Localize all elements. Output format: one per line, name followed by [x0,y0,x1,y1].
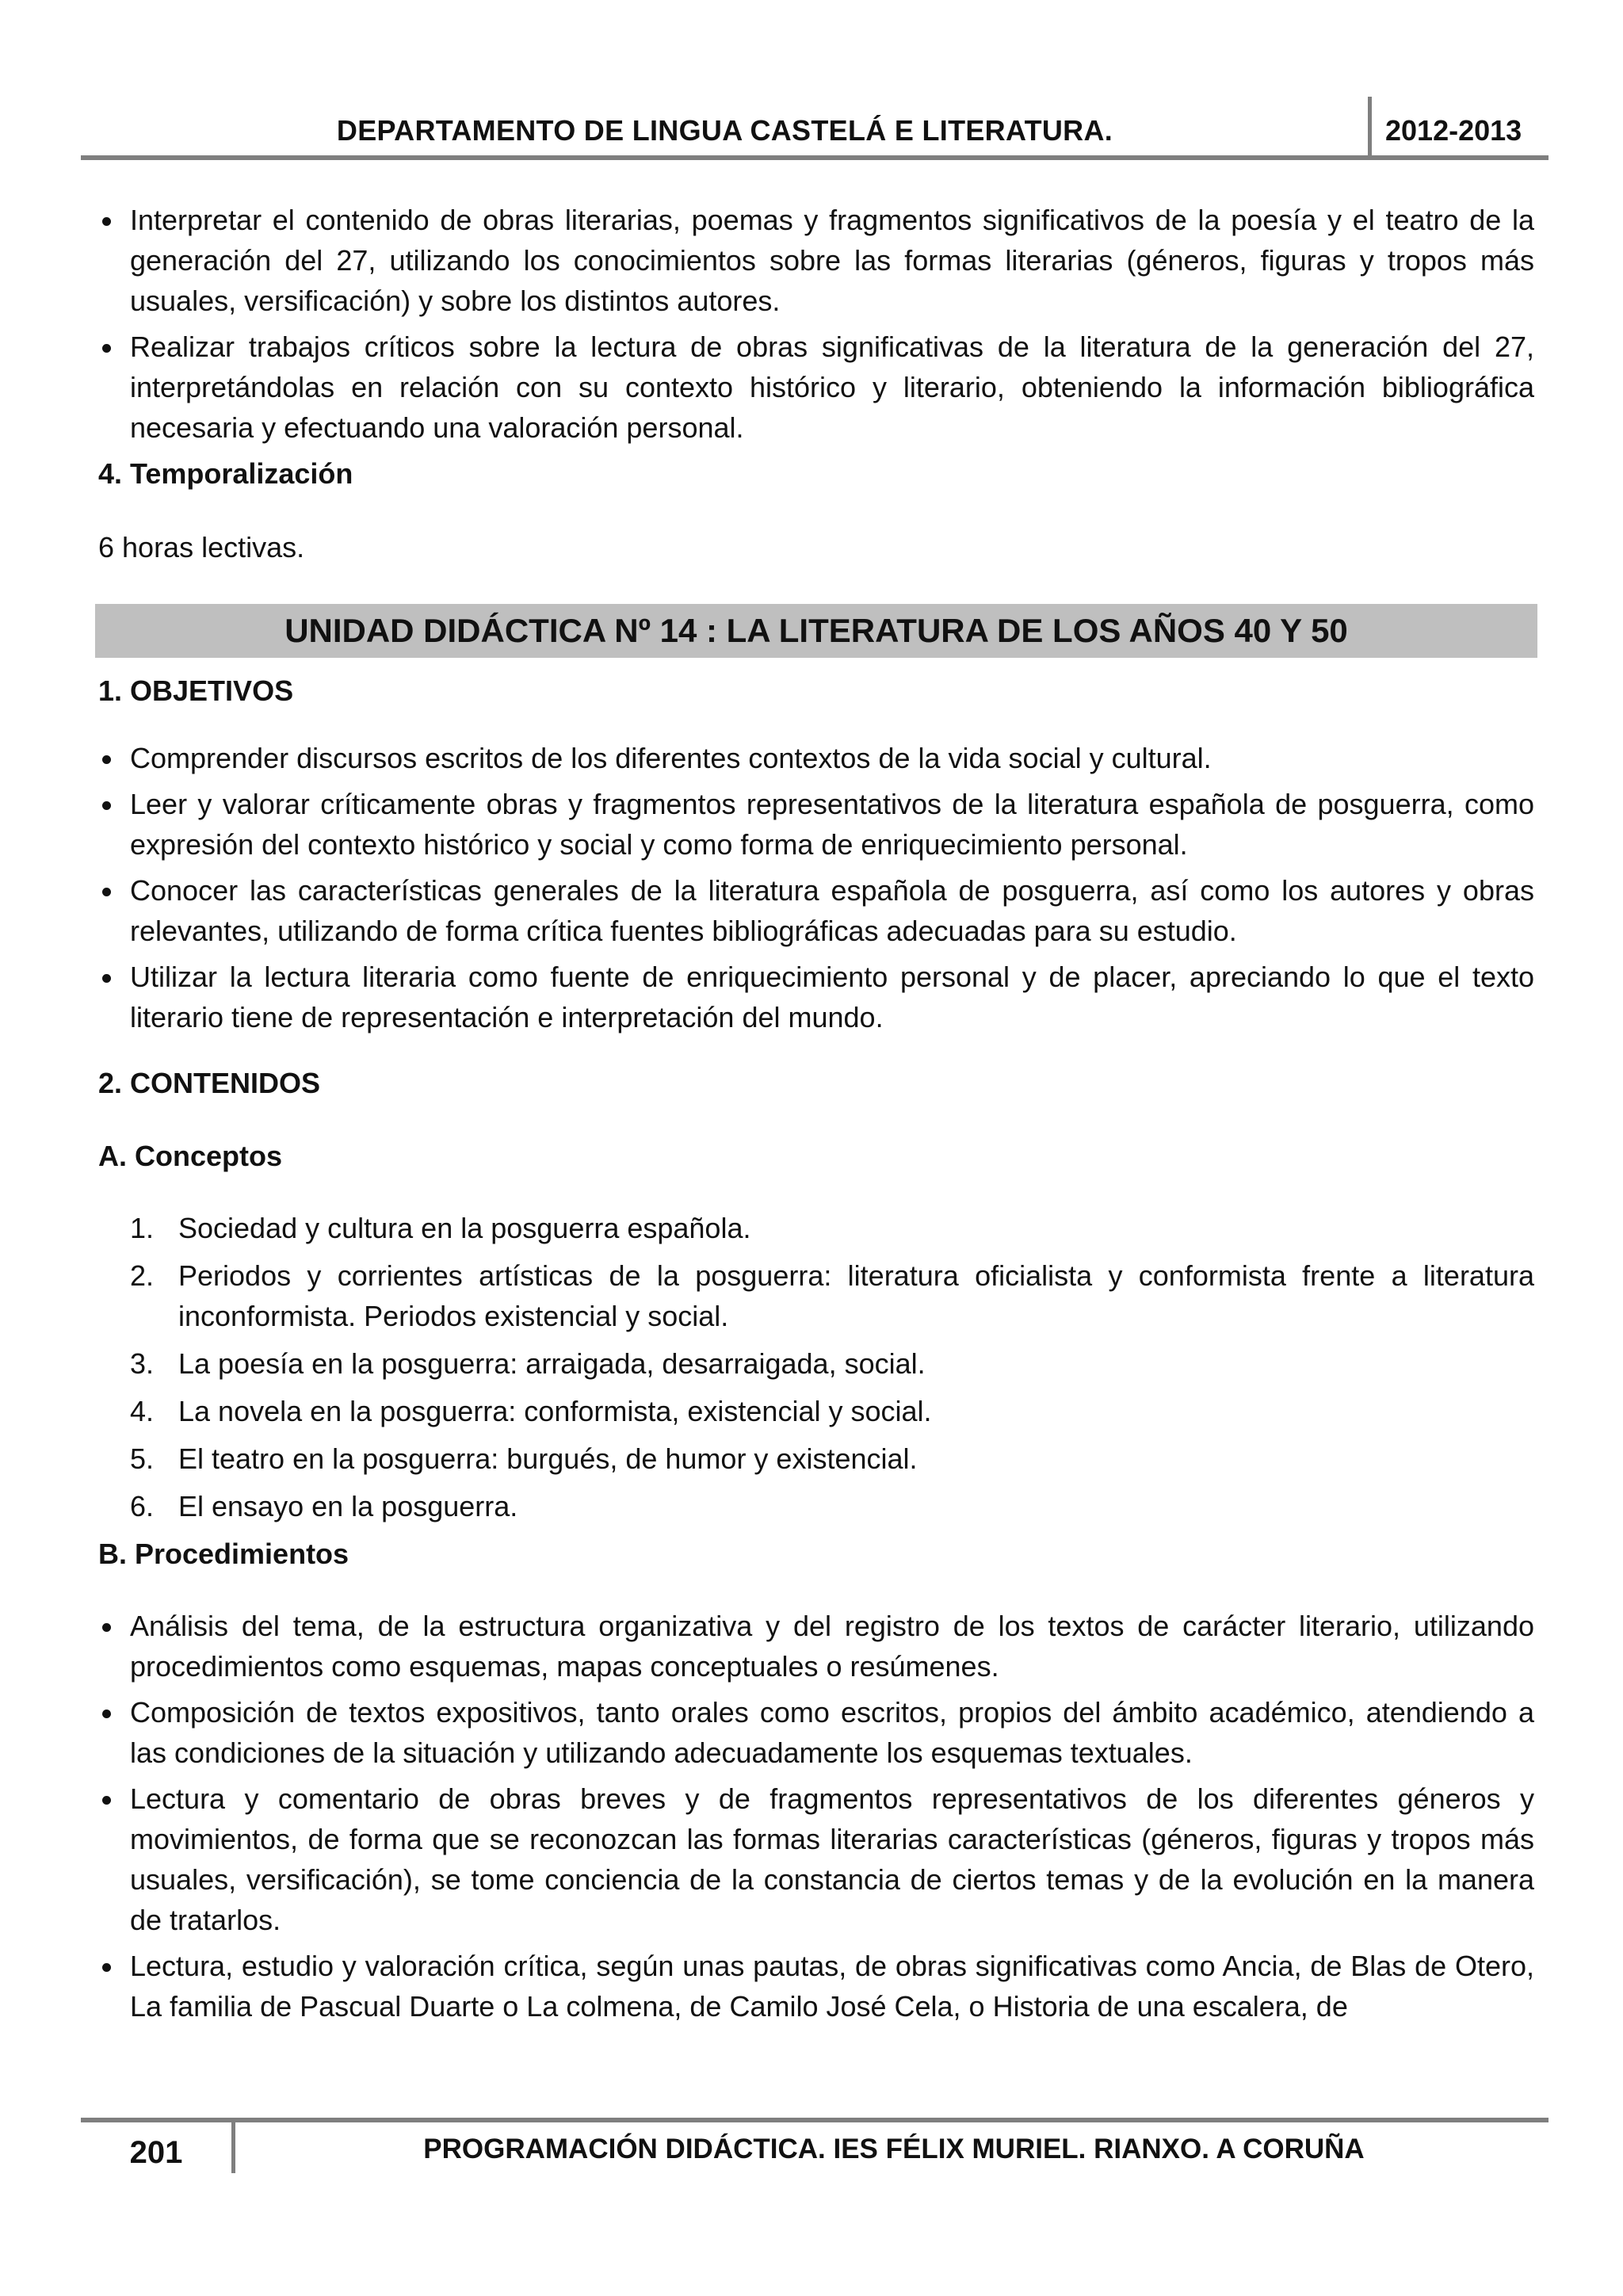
list-number: 1. [130,1212,155,1244]
list-item: Leer y valorar críticamente obras y fragmentos representativos de la literatura española de posguerra, como expresión del contexto histórico y social y como forma de enriquecimiento personal. [98,784,1534,865]
list-text: El teatro en la posguerra: burgués, de humor y existencial. [178,1442,918,1475]
header-rule [81,155,1549,160]
list-number: 3. [130,1347,155,1380]
page-header [81,94,1549,162]
temporalizacion-heading: 4. Temporalización [98,457,353,490]
list-text: Periodos y corrientes artísticas de la posguerra: literatura oficialista y conformista frente a literatura inconformista. Periodos existencial y social. [178,1259,1534,1332]
procedimientos-list [98,1606,1534,2027]
page-content [98,200,1534,2032]
list-item: Composición de textos expositivos, tanto orales como escritos, propios del ámbito académico, atendiendo a las condiciones de la situación y utilizando adecuadamente los esquemas textuales. [98,1692,1534,1773]
procedimientos-heading: B. Procedimientos [98,1538,349,1570]
list-text: La novela en la posguerra: conformista, existencial y social. [178,1395,932,1427]
objetivos-heading: 1. OBJETIVOS [98,674,294,707]
list-text: Sociedad y cultura en la posguerra española. [178,1212,751,1244]
page-footer [81,2118,1549,2181]
intro-bullet-list [98,200,1534,448]
header-year: 2012-2013 [1385,114,1522,147]
unit-title-band [95,604,1537,658]
list-item: Lectura, estudio y valoración crítica, según unas pautas, de obras significativas como Ancia, de Blas de Otero, La familia de Pascual Duarte o La colmena, de Camilo José Cela, o Historia de una escalera, de [98,1946,1534,2027]
contenidos-heading: 2. CONTENIDOS [98,1067,321,1099]
footer-divider [231,2119,235,2173]
list-item: Realizar trabajos críticos sobre la lectura de obras significativas de la literatura de la generación del 27, interpretándolas en relación con su contexto histórico y literario, obteniendo la información bibliográfica necesaria y efectuando una valoración personal. [98,327,1534,448]
list-text: El ensayo en la posguerra. [178,1490,518,1522]
header-divider [1368,97,1372,157]
page-number: 201 [129,2135,183,2170]
unit-title: UNIDAD DIDÁCTICA Nº 14 : LA LITERATURA DE LOS AÑOS 40 Y 50 [285,612,1348,649]
footer-text: PROGRAMACIÓN DIDÁCTICA. IES FÉLIX MURIEL. RIANXO. A CORUÑA [423,2134,1365,2164]
list-item [98,1391,1534,1431]
list-item: Análisis del tema, de la estructura organizativa y del registro de los textos de carácter literario, utilizando procedimientos como esquemas, mapas conceptuales o resúmenes. [98,1606,1534,1687]
header-title: DEPARTAMENTO DE LINGUA CASTELÁ E LITERATURA. [336,114,1113,147]
conceptos-heading: A. Conceptos [98,1140,283,1172]
list-number: 6. [130,1490,155,1522]
list-text: La poesía en la posguerra: arraigada, desarraigada, social. [178,1347,926,1380]
list-item [98,1208,1534,1248]
temporalizacion-text: 6 horas lectivas. [98,531,305,563]
list-item: Interpretar el contenido de obras literarias, poemas y fragmentos significativos de la poesía y el teatro de la generación del 27, utilizando los conocimientos sobre las formas literarias (géneros, figuras y tropos más usuales, versificación) y sobre los distintos autores. [98,200,1534,321]
list-item: Utilizar la lectura literaria como fuente de enriquecimiento personal y de placer, apreciando lo que el texto literario tiene de representación e interpretación del mundo. [98,957,1534,1037]
list-number: 5. [130,1442,155,1475]
list-item: Comprender discursos escritos de los diferentes contextos de la vida social y cultural. [98,738,1534,778]
conceptos-list [98,1208,1534,1526]
list-item [98,1343,1534,1384]
objetivos-list [98,738,1534,1037]
list-item [98,1438,1534,1479]
list-number: 2. [130,1259,155,1292]
list-number: 4. [130,1395,155,1427]
footer-rule [81,2118,1549,2122]
list-item: Conocer las características generales de la literatura española de posguerra, así como los autores y obras relevantes, utilizando de forma crítica fuentes bibliográficas adecuadas para su estudio. [98,870,1534,951]
list-item [98,1486,1534,1526]
list-item: Lectura y comentario de obras breves y de fragmentos representativos de los diferentes géneros y movimientos, de forma que se reconozcan las formas literarias características (géneros, figuras y tropos más usuales, versificación), se tome conciencia de la constancia de ciertos temas y de la evolución en la manera de tratarlos. [98,1778,1534,1940]
list-item [98,1255,1534,1336]
